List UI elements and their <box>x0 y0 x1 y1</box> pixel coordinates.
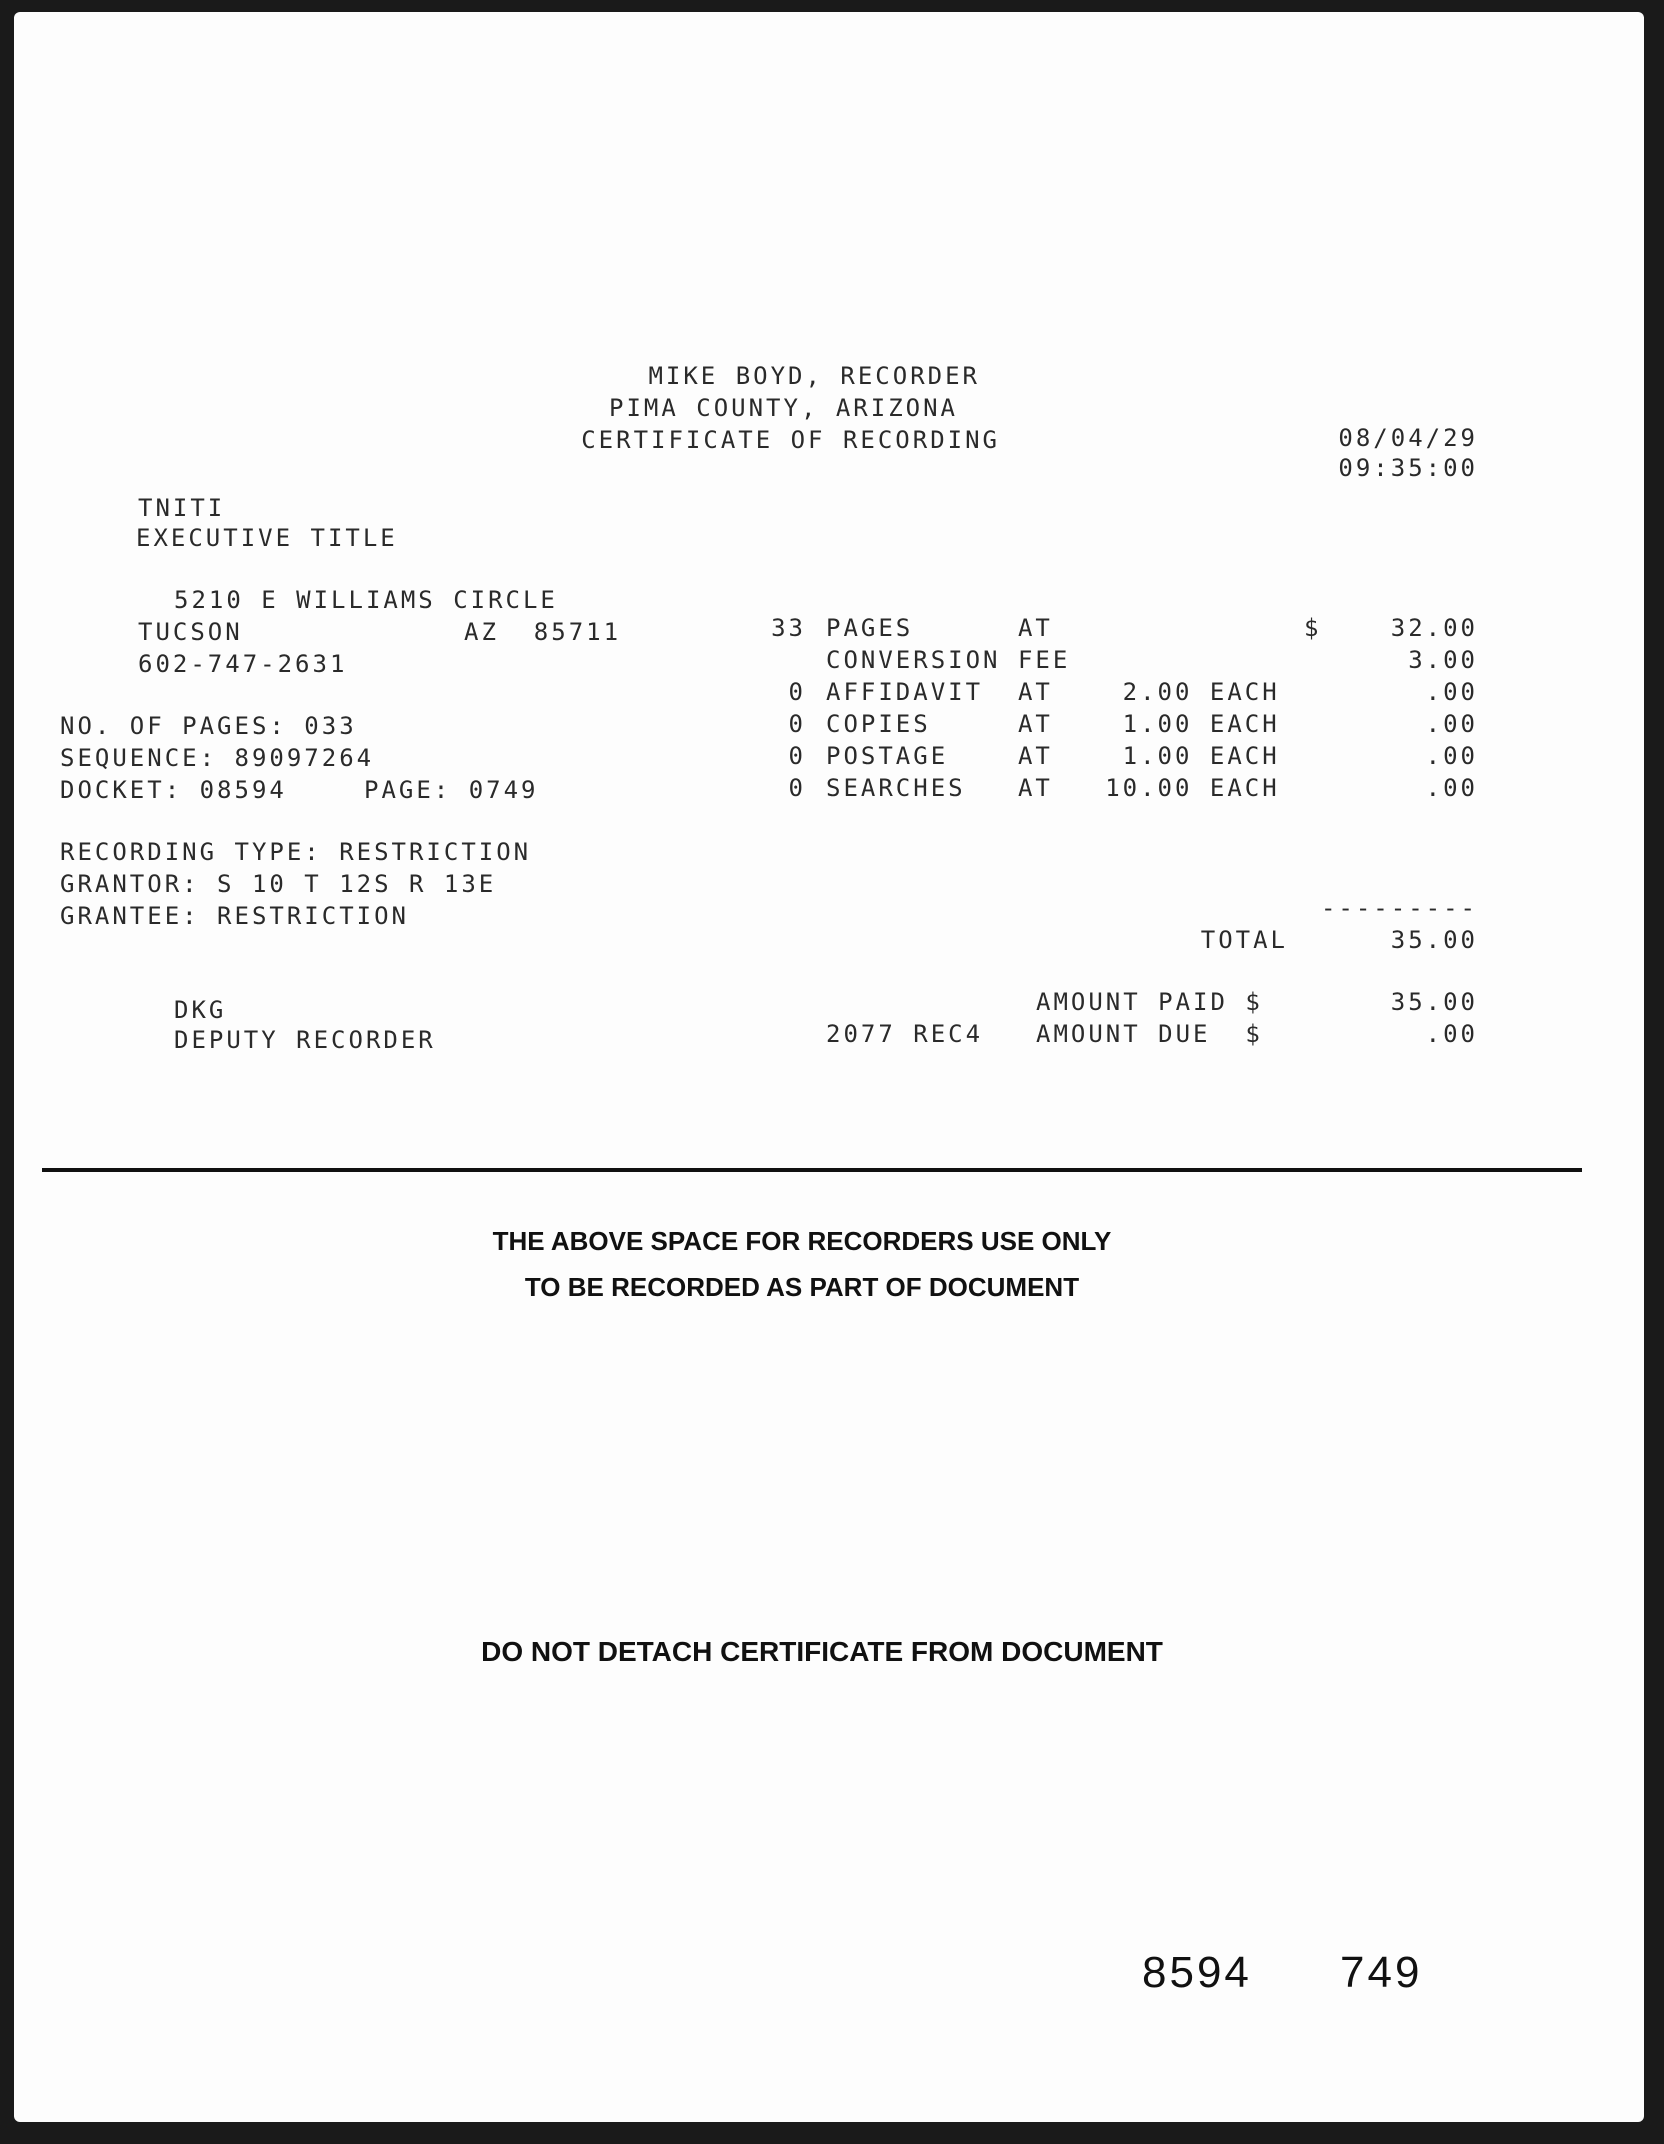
fee-item: PAGES AT <box>826 614 1053 642</box>
recorder-use-notice: THE ABOVE SPACE FOR RECORDERS USE ONLY <box>492 1226 1112 1256</box>
total-label: TOTAL <box>1200 926 1288 954</box>
total-dashes: --------- <box>1320 894 1478 922</box>
register-code: 2077 REC4 <box>826 1020 984 1048</box>
deputy-initials: DKG <box>174 996 227 1024</box>
grantee: GRANTEE: RESTRICTION <box>60 902 409 930</box>
fee-item: AFFIDAVIT AT 2.00 EACH <box>826 678 1280 706</box>
county-name: PIMA COUNTY, ARIZONA <box>609 394 958 422</box>
fee-qty: 33 <box>771 614 806 642</box>
addressee-street: 5210 E WILLIAMS CIRCLE <box>174 586 558 614</box>
addressee-line1: TNITI <box>138 494 226 522</box>
fee-amount: .00 <box>1425 710 1478 738</box>
stamp-docket: 8594 <box>1142 1948 1252 1997</box>
fee-item: CONVERSION FEE <box>826 646 1071 674</box>
fee-amount: .00 <box>1425 678 1478 706</box>
deputy-title: DEPUTY RECORDER <box>174 1026 436 1054</box>
addressee-line2: EXECUTIVE TITLE <box>136 524 398 552</box>
grantor: GRANTOR: S 10 T 12S R 13E <box>60 870 497 898</box>
fee-qty: 0 <box>788 710 806 738</box>
record-part-notice: TO BE RECORDED AS PART OF DOCUMENT <box>524 1272 1080 1302</box>
stamp-page: 749 <box>1340 1948 1423 1997</box>
recording-time: 09:35:00 <box>1338 454 1478 482</box>
amount-paid-label: AMOUNT PAID $ <box>1036 988 1263 1016</box>
page-number: PAGE: 0749 <box>364 776 539 804</box>
fee-item: SEARCHES AT 10.00 EACH <box>826 774 1280 802</box>
fee-amount: .00 <box>1425 774 1478 802</box>
fee-qty: 0 <box>788 742 806 770</box>
recording-type: RECORDING TYPE: RESTRICTION <box>60 838 532 866</box>
fee-dollar-sign: $ <box>1304 614 1322 642</box>
fee-item: COPIES AT 1.00 EACH <box>826 710 1280 738</box>
recorder-name: MIKE BOYD, RECORDER <box>648 362 980 390</box>
addressee-city: TUCSON <box>138 618 243 646</box>
total-amount: 35.00 <box>1390 926 1478 954</box>
amount-due: .00 <box>1425 1020 1478 1048</box>
certificate-title: CERTIFICATE OF RECORDING <box>581 426 1000 454</box>
fee-amount: .00 <box>1425 742 1478 770</box>
recorder-space-divider <box>42 1168 1582 1172</box>
addressee-phone: 602-747-2631 <box>138 650 348 678</box>
docket-number: DOCKET: 08594 <box>60 776 287 804</box>
fee-amount: 32.00 <box>1390 614 1478 642</box>
amount-due-label: AMOUNT DUE $ <box>1036 1020 1263 1048</box>
certificate-page <box>14 12 1644 2122</box>
fee-qty: 0 <box>788 678 806 706</box>
fee-item: POSTAGE AT 1.00 EACH <box>826 742 1280 770</box>
sequence-number: SEQUENCE: 89097264 <box>60 744 375 772</box>
fee-qty: 0 <box>788 774 806 802</box>
recording-date: 08/04/29 <box>1338 424 1478 452</box>
amount-paid: 35.00 <box>1390 988 1478 1016</box>
addressee-state-zip: AZ 85711 <box>464 618 622 646</box>
fee-amount: 3.00 <box>1408 646 1478 674</box>
detach-notice: DO NOT DETACH CERTIFICATE FROM DOCUMENT <box>481 1636 1163 1667</box>
pages-count: NO. OF PAGES: 033 <box>60 712 357 740</box>
